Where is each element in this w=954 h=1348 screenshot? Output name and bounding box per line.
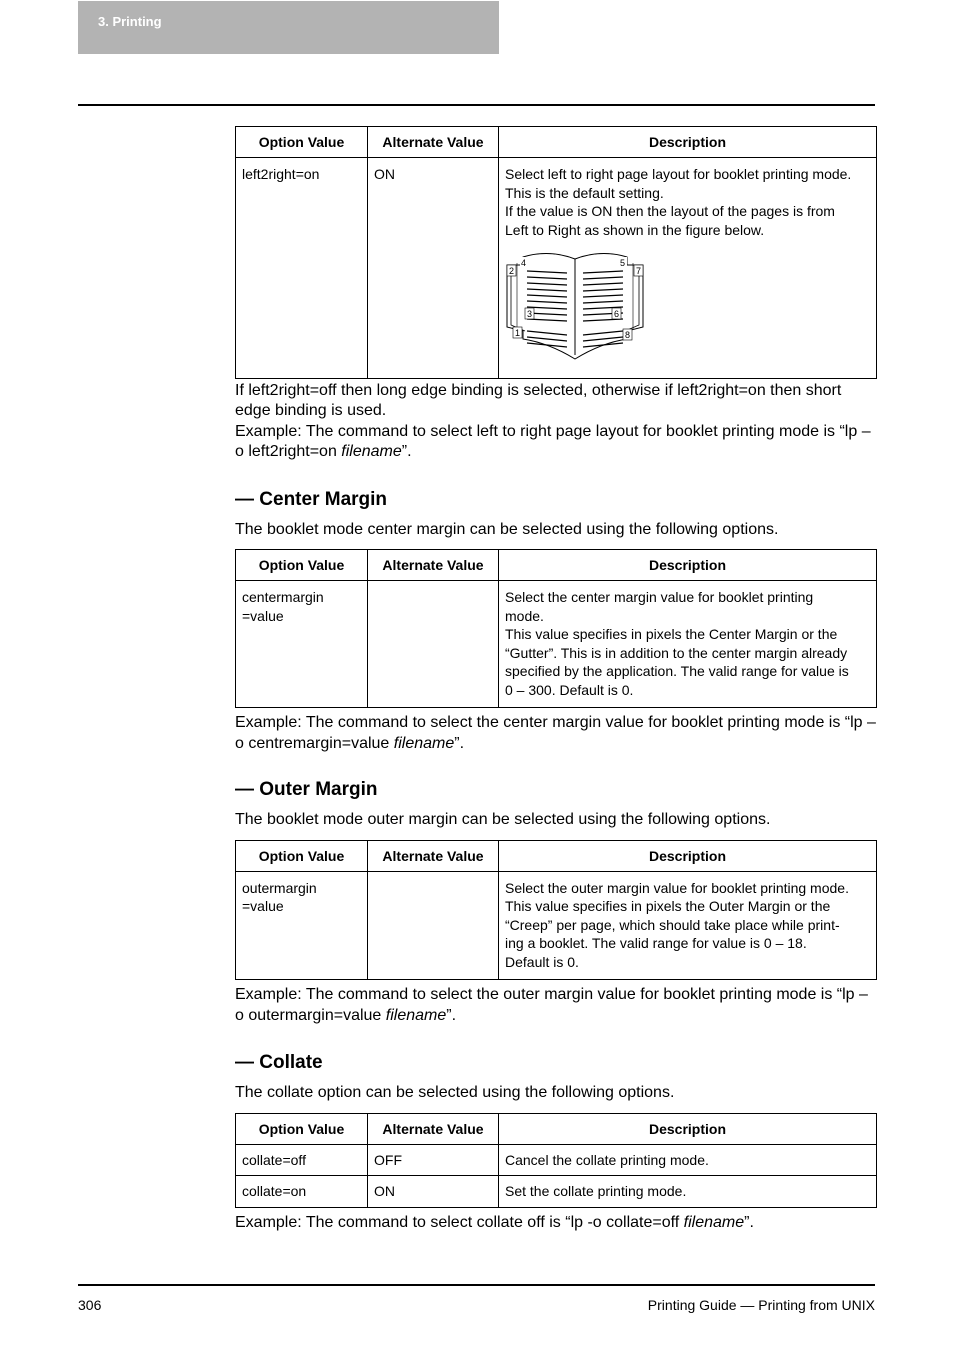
description-cell (499, 158, 877, 379)
collate-table (235, 1113, 877, 1208)
chapter-tab (78, 1, 499, 54)
alternate-cell: OFF (368, 1144, 499, 1176)
table-header-row (236, 840, 877, 871)
outer-margin-intro: The booklet mode outer margin can be selected using the following options. (235, 811, 771, 828)
header-description: Description (499, 127, 877, 158)
description-line: specified by the application. The valid range for value is (505, 663, 849, 679)
figure-page-number: 7 (636, 266, 642, 276)
left2right-table (235, 126, 877, 379)
example-text-end: ”. (446, 1006, 457, 1024)
option-line: =value (242, 607, 284, 624)
example-filename: filename (385, 1006, 447, 1024)
header-option-value: Option Value (236, 550, 368, 581)
outer-margin-heading: — Outer Margin (235, 779, 378, 800)
figure-page-number: 5 (620, 258, 626, 268)
description-line: Default is 0. (505, 953, 579, 970)
example-filename: filename (683, 1213, 745, 1231)
footer-rule (78, 1284, 875, 1286)
description-line: Select left to right page layout for booklet printing mode. (505, 166, 852, 182)
example-filename: filename (341, 443, 402, 460)
description-line: If the value is ON then the layout of the pages is from (505, 203, 835, 219)
example-text: Example: The command to select collate off is “lp -o collate=off (235, 1213, 684, 1231)
description-line: This value specifies in pixels the Center Margin or the (505, 626, 838, 642)
center-margin-heading: — Center Margin (235, 488, 388, 510)
footer-title: Printing Guide — Printing from UNIX (647, 1297, 875, 1313)
option-cell (236, 581, 368, 708)
description-line: Select the center margin value for booklet printing (505, 589, 814, 605)
alternate-cell (368, 581, 499, 708)
alternate-cell: ON (368, 1176, 499, 1208)
main-content (235, 126, 876, 1233)
collate-example (235, 1213, 876, 1234)
description-cell: Set the collate printing mode. (499, 1176, 877, 1208)
option-cell: collate=off (236, 1144, 368, 1176)
table-header-row (236, 1113, 877, 1144)
figure-page-number: 6 (614, 309, 620, 319)
booklet-layout-figure (505, 251, 870, 366)
example-text-end: ”. (401, 443, 412, 460)
chapter-label: 3. Printing (98, 14, 162, 29)
center-margin-table (235, 549, 877, 708)
example-text: Example: The command to select the outer margin value for booklet printing mode is “lp –o outermargin=value (235, 986, 868, 1024)
option-line: outermargin (242, 879, 317, 896)
header-rule (78, 104, 875, 106)
table-row (236, 158, 877, 379)
example-text-end: ”. (454, 734, 465, 752)
option-cell (236, 871, 368, 980)
description-line: 0 – 300. Default is 0. (505, 681, 634, 698)
header-alternate-value: Alternate Value (368, 1113, 499, 1144)
figure-page-number: 3 (527, 309, 533, 319)
table-row (236, 581, 877, 708)
alternate-cell: ON (368, 158, 499, 379)
example-filename: filename (393, 734, 455, 752)
alternate-cell (368, 871, 499, 980)
description-line: ing a booklet. The valid range for value is 0 – 18. (505, 935, 807, 951)
description-cell: Cancel the collate printing mode. (499, 1144, 877, 1176)
figure-page-number: 2 (509, 266, 515, 276)
description-line: Select the outer margin value for booklet printing mode. (505, 879, 849, 896)
header-option-value: Option Value (236, 840, 368, 871)
header-alternate-value: Alternate Value (368, 550, 499, 581)
header-option-value: Option Value (236, 127, 368, 158)
center-margin-intro: The booklet mode center margin can be selected using the following options. (235, 520, 779, 538)
figure-page-number: 4 (521, 258, 527, 268)
page-number: 306 (78, 1297, 102, 1313)
option-line: =value (242, 898, 284, 914)
description-line: “Gutter”. This is in addition to the center margin already (505, 644, 848, 661)
table-header-row (236, 127, 877, 158)
header-description: Description (499, 1113, 877, 1144)
description-line: mode. (505, 607, 544, 624)
header-description: Description (499, 840, 877, 871)
center-margin-example (235, 713, 876, 754)
description-line: This value specifies in pixels the Outer Margin or the (505, 898, 831, 914)
header-option-value: Option Value (236, 1113, 368, 1144)
header-description: Description (499, 550, 877, 581)
description-line: “Creep” per page, which should take place while print- (505, 916, 840, 933)
left2right-binding-note: If left2right=off then long edge binding is selected, otherwise if left2right=on then short edge binding is used. (235, 381, 842, 419)
collate-intro: The collate option can be selected using the following options. (235, 1084, 675, 1101)
collate-heading: — Collate (235, 1052, 323, 1073)
figure-page-number: 8 (625, 330, 631, 340)
option-line: centermargin (242, 589, 324, 605)
booklet-diagram (505, 251, 645, 361)
option-cell: left2right=on (236, 158, 368, 379)
header-alternate-value: Alternate Value (368, 127, 499, 158)
figure-page-number: 1 (515, 328, 521, 338)
example-text-end: ”. (744, 1213, 754, 1231)
table-header-row (236, 550, 877, 581)
example-text: Example: The command to select the center margin value for booklet printing mode is “lp –o centremargin=value (235, 714, 876, 752)
example-text: Example: The command to select left to right page layout for booklet printing mode is “lp –o left2right=on (235, 422, 871, 460)
description-cell (499, 581, 877, 708)
outer-margin-example (235, 985, 876, 1026)
option-cell: collate=on (236, 1176, 368, 1208)
outer-margin-table (235, 840, 877, 981)
table-row (236, 1144, 877, 1176)
description-line: Left to Right as shown in the figure below. (505, 221, 765, 238)
description-line: This is the default setting. (505, 184, 664, 201)
header-alternate-value: Alternate Value (368, 840, 499, 871)
left2right-example (235, 422, 876, 463)
table-row (236, 871, 877, 980)
table-row (236, 1176, 877, 1208)
description-cell (499, 871, 877, 980)
